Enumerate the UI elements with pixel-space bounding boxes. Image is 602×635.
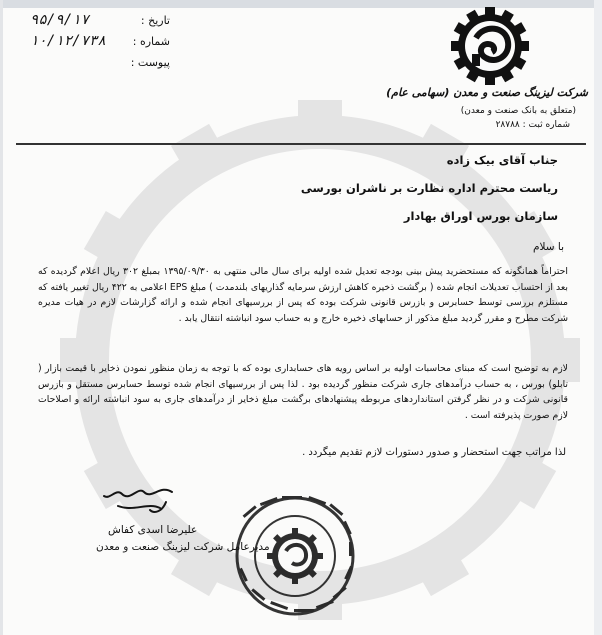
greeting: با سلام bbox=[532, 241, 564, 253]
registration-number: شماره ثبت : ۲۸۷۸۸ bbox=[495, 120, 570, 130]
signer-name: علیرضا اسدی کفاش bbox=[108, 524, 198, 536]
addressee-organization: سازمان بورس اوراق بهادار bbox=[403, 209, 558, 223]
closing-line: لذا مراتب جهت استحضار و صدور دستورات لازم تقدیم میگردد . bbox=[302, 447, 566, 458]
date-value: ۹۵/۹/۱۷ bbox=[30, 12, 90, 28]
addressee-office: ریاست محترم اداره نظارت بر ناشران بورسی bbox=[300, 181, 558, 195]
number-row bbox=[30, 33, 230, 54]
signer-title: مدیرعامل شرکت لیزینگ صنعت و معدن bbox=[96, 541, 270, 553]
attachment-label: پیوست : bbox=[130, 56, 170, 69]
body-paragraph-2: لازم به توضیح است که مبنای محاسبات اولیه بر اساس رویه های حسابداری بوده که با توجه به زمان منظور نمودن ذخایر با قیمت بازار ( تابلو) بورس ، به حساب درآمدهای جاری شرکت منظور گردیده بود . لذا پس از بررسیهای انجام شده توسط حسابرس مستقل و بازرس قانونی شرکت و در نظر گرفتن استانداردهای مربوطه پیشنهادهای برگشت مبلغ ذخایر از درآمدهای جاری به سود انباشته ارائه و اصلاحات لازم صورت پذیرفته است . bbox=[38, 363, 568, 421]
date-label: تاریخ : bbox=[140, 14, 170, 27]
company-affiliation: (متعلق به بانک صنعت و معدن) bbox=[460, 106, 576, 116]
attachment-row bbox=[30, 54, 230, 75]
body-paragraph-1: احتراماً همانگونه که مستحضرید پیش بینی بودجه تعدیل شده اولیه برای سال مالی منتهی به ۱۳۹۵/۰۹/۳۰ بمبلغ ۳۰۲ ریال اعلام گردیده که بعد از احتساب تعدیلات انجام شده ( برگشت ذخیره کاهش ارزش سرمایه گذاریهای بلندمدت ) مبلغ EPS اعلامی به ۴۲۲ ریال تغییر یافته که مستلزم بررسی توسط حسابرس و بازرس قانونی شرکت بوده که پس از بررسیهای انجام شده و ارائه گزارشات لازم در هیات مدیره شرکت مطرح و مقرر گردید مبلغ مذکور از حسابهای ذخیره خارج و به حساب سود انباشته انتقال یابد . bbox=[38, 266, 569, 324]
handwritten-signature-icon bbox=[100, 482, 176, 518]
letter-meta bbox=[30, 12, 230, 75]
number-label: شماره : bbox=[132, 35, 170, 48]
letterhead bbox=[384, 6, 594, 134]
gear-logo-icon bbox=[446, 6, 534, 88]
date-row bbox=[30, 12, 230, 33]
company-name: شرکت لیزینگ صنعت و معدن (سهامی عام) bbox=[386, 86, 588, 99]
header-divider bbox=[16, 143, 586, 145]
company-stamp-icon bbox=[220, 492, 370, 617]
addressee-name: جناب آقای بیک زاده bbox=[446, 153, 558, 167]
number-value: ۱۰/۱۲/۷۳۸ bbox=[30, 33, 106, 49]
